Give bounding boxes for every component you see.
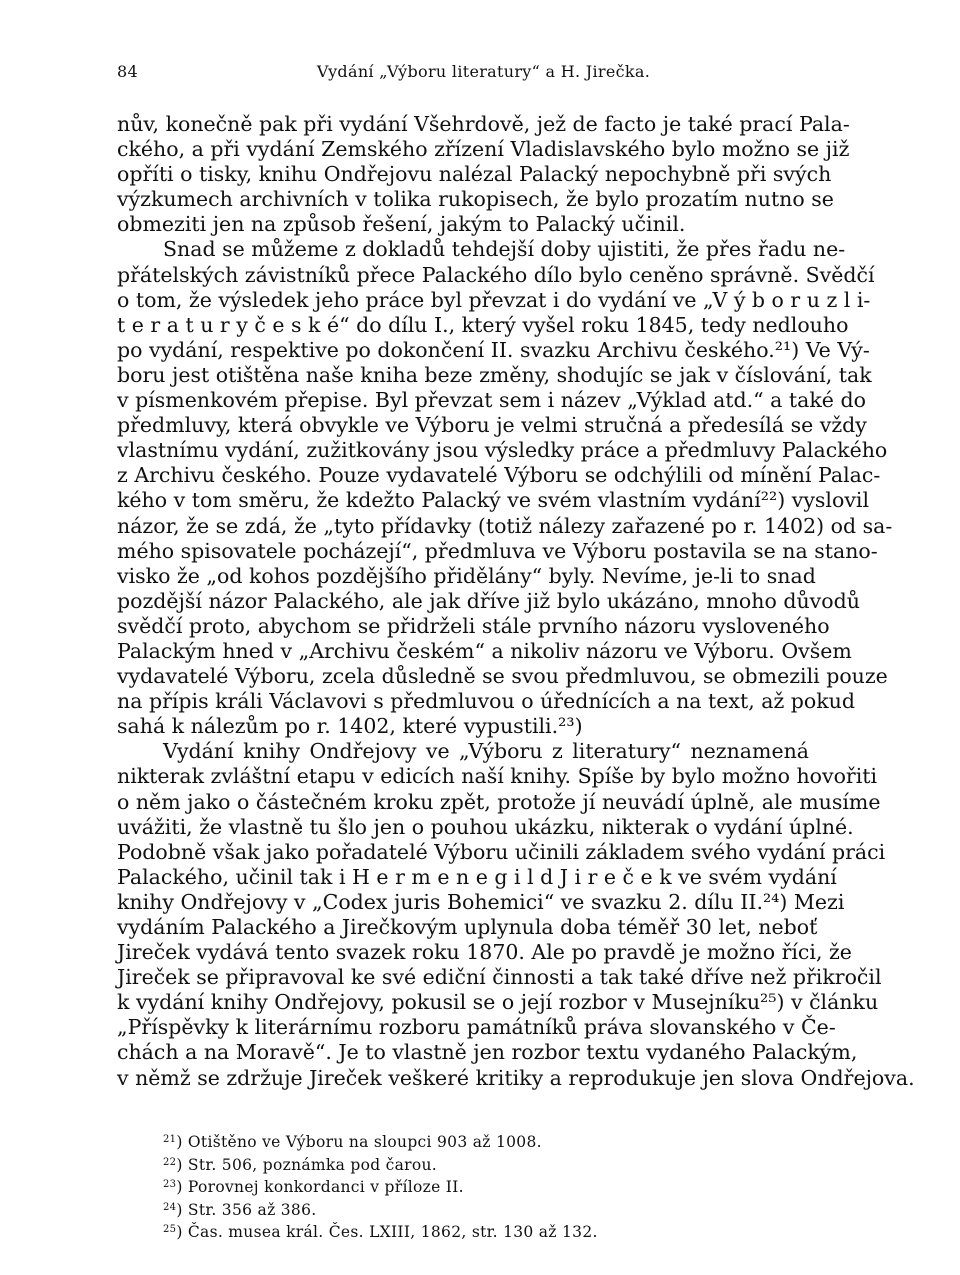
body-line: o tom, že výsledek jeho práce byl převzat i do vydání ve „V ý b o r u z l i- [117,287,871,312]
body-line: obmeziti jen na způsob řešení, jakým to Palacký učinil. [117,212,686,237]
page-number: 84 [117,62,138,81]
body-line: visko že „od kohos pozdějšího přidělány“ byly. Nevíme, je-li to snad [117,563,816,588]
footnote [163,1154,598,1177]
body-line: t e r a t u r y č e s k é“ do dílu I., který vyšel roku 1845, tedy nedlouho [117,312,849,337]
body-line: Jireček se připravoval ke své ediční činnosti a tak také dříve než přikročil [117,965,882,990]
footnote-number: 24 [163,1201,177,1213]
footnotes [163,1131,598,1244]
footnote-number: 21 [163,1134,177,1145]
body-line: sahá k nálezům po r. 1402, které vypustili.²³) [117,714,583,739]
body-line: ckého, a při vydání Zemského zřízení Vladislavského bylo možno se již [117,137,850,162]
body-line: knihy Ondřejovy v „Codex juris Bohemici“ ve svazku 2. dílu II.²⁴) Mezi [117,889,845,914]
body-line: po vydání, respektive po dokončení II. svazku Archivu českého.²¹) Ve Vý- [117,337,870,362]
body-line: Palackým hned v „Archivu českém“ a nikoliv názoru ve Výboru. Ovšem [117,638,852,663]
footnote [163,1131,598,1154]
page-header [117,62,810,86]
body-line: boru jest otištěna naše kniha beze změny, shodujíc se jak v číslování, tak [117,362,872,387]
footnote-number: 23 [163,1179,177,1190]
footnote-text: ) Čas. musea král. Čes. LXIII, 1862, str. 130 až 132. [176,1223,598,1241]
body-line: Podobně však jako pořadatelé Výboru učinili základem svého vydání práci [117,839,886,864]
body-text [117,112,915,1091]
body-line: pozdější názor Palackého, ale jak dříve již bylo ukázáno, mnoho důvodů [117,588,860,613]
footnote [163,1221,598,1244]
footnote-text: ) Otištěno ve Výboru na sloupci 903 až 1008. [176,1133,542,1151]
footnote-text: ) Str. 356 až 386. [176,1200,317,1219]
body-line: přátelských závistníků přece Palackého dílo bylo ceněno správně. Svědčí [117,262,875,287]
body-line: kého v tom směru, že kdežto Palacký ve svém vlastním vydání²²) vyslovil [117,488,870,513]
body-line: mého spisovatele pocházejí“, předmluva ve Výboru postavila se na stano- [117,538,878,563]
body-line: o něm jako o částečném kroku zpět, protože jí neuvádí úplně, ale musíme [117,789,881,814]
body-line: názor, že se zdá, že „tyto přídavky (totiž nálezy zařazené po r. 1402) od sa- [117,513,893,538]
body-line: uvážiti, že vlastně tu šlo jen o pouhou ukázku, nikterak o vydání úplné. [117,814,854,839]
body-line: vlastnímu vydání, zužitkovány jsou výsledky práce a předmluvy Palackého [117,438,888,463]
body-line: z Archivu českého. Pouze vydavatelé Výboru se odchýlili od mínění Palac- [117,463,881,488]
footnote [163,1199,598,1222]
body-line: vydáním Palackého a Jirečkovým uplynula doba téměř 30 let, neboť [117,915,818,939]
footnote-number: 22 [163,1156,177,1168]
body-line: opříti o tisky, knihu Ondřejovu nalézal Palacký nepochybně při svých [117,162,832,187]
body-line: svědčí proto, abychom se přidrželi stále prvního názoru vysloveného [117,613,830,638]
running-title: Vydání „Výboru literatury“ a H. Jirečka. [316,62,651,81]
footnote [163,1176,598,1199]
body-line: Snad se můžeme z dokladů tehdejší doby ujistiti, že přes řadu ne- [163,237,846,262]
body-line: vydavatelé Výboru, zcela důsledně se svou předmluvou, se obmezili pouze [117,664,888,689]
footnote-text: ) Porovnej konkordanci v příloze II. [176,1178,464,1196]
body-line: „Příspěvky k literárnímu rozboru památníků práva slovanského v Če- [117,1015,836,1040]
body-line: na přípis králi Václavovi s předmluvou o úřednících a na text, až pokud [117,689,855,714]
body-line: k vydání knihy Ondřejovy, pokusil se o její rozbor v Musejníku²⁵) v článku [117,990,879,1015]
body-line: předmluvy, která obvykle ve Výboru je velmi stručná a předesílá se vždy [117,413,867,438]
body-line: nikterak zvláštní etapu v edicích naší knihy. Spíše by bylo možno hovořiti [117,764,878,789]
body-line: Palackého, učinil tak i H e r m e n e g i l d J i r e č e k ve svém vydání [117,864,837,889]
footnote-text: ) Str. 506, poznámka pod čarou. [176,1155,438,1174]
body-line: Jireček vydává tento svazek roku 1870. Ale po pravdě je možno říci, že [117,940,852,965]
body-line: výzkumech archivních v tolika rukopisech, že bylo prozatím nutno se [117,187,834,212]
body-line: v němž se zdržuje Jireček veškeré kritiky a reprodukuje jen slova Ondřejova. [117,1065,915,1090]
body-line: nův, konečně pak při vydání Všehrdově, jež de facto je také prací Pala- [117,112,850,136]
body-line: chách a na Moravě“. Je to vlastně jen rozbor textu vydaného Palackým, [117,1040,858,1065]
footnote-number: 25 [163,1224,177,1235]
body-line: v písmenkovém přepise. Byl převzat sem i název „Výklad atd.“ a také do [117,388,866,413]
body-line: Vydání knihy Ondřejovy ve „Výboru z literatury“ neznamená [163,739,809,764]
